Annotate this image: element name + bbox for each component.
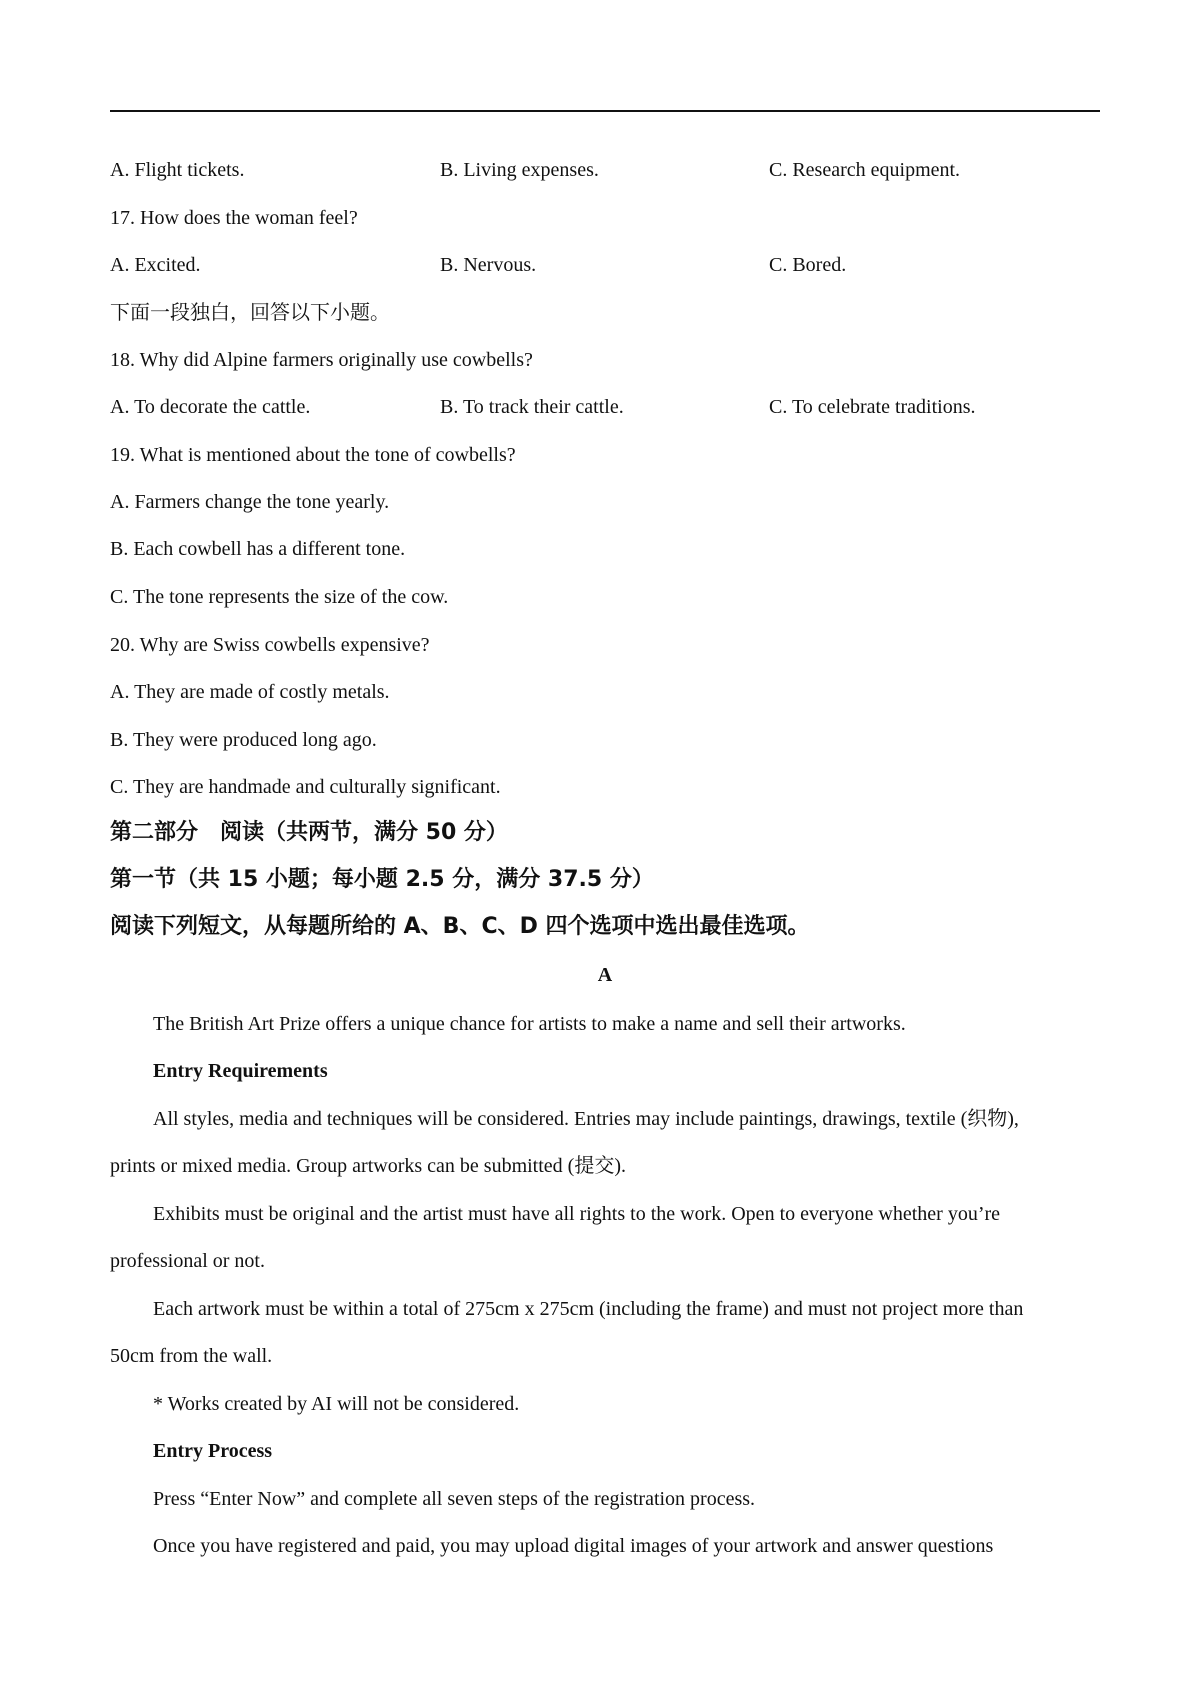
req-p2-line1: Exhibits must be original and the artist must have all rights to the work. Open to everyone whether you’re [153, 1203, 1001, 1225]
q17-option-a: A. Excited. [110, 254, 201, 276]
q16-option-a: A. Flight tickets. [110, 159, 245, 181]
passage-intro: The British Art Prize offers a unique chance for artists to make a name and sell their artworks. [153, 1013, 906, 1035]
req-p3-line2: 50cm from the wall. [110, 1345, 273, 1367]
header-rule [110, 110, 1100, 112]
part2-title: 第二部分 阅读（共两节，满分 50 分） [110, 820, 508, 845]
q17-option-b: B. Nervous. [440, 254, 537, 276]
q19-option-c: C. The tone represents the size of the cow. [110, 586, 449, 608]
part2-section1: 第一节（共 15 小题；每小题 2.5 分，满分 37.5 分） [110, 867, 654, 892]
q20-option-a: A. They are made of costly metals. [110, 681, 390, 703]
q19-option-a: A. Farmers change the tone yearly. [110, 491, 390, 513]
part2-instruction: 阅读下列短文，从每题所给的 A、B、C、D 四个选项中选出最佳选项。 [110, 914, 810, 939]
req-p3-line1: Each artwork must be within a total of 275cm x 275cm (including the frame) and must not project more than [153, 1298, 1024, 1320]
passage-label: A [597, 964, 613, 986]
entry-process-heading: Entry Process [153, 1440, 273, 1462]
process-p1: Press “Enter Now” and complete all seven steps of the registration process. [153, 1488, 756, 1510]
req-p1-line1: All styles, media and techniques will be considered. Entries may include paintings, drawings, textile (织物), [153, 1108, 1019, 1130]
q18-option-c: C. To celebrate traditions. [769, 396, 976, 418]
q16-option-b: B. Living expenses. [440, 159, 599, 181]
q18-option-a: A. To decorate the cattle. [110, 396, 311, 418]
q19-option-b: B. Each cowbell has a different tone. [110, 538, 406, 560]
q20-option-c: C. They are handmade and culturally significant. [110, 776, 501, 798]
q18-question: 18. Why did Alpine farmers originally use cowbells? [110, 349, 533, 371]
process-p2: Once you have registered and paid, you may upload digital images of your artwork and answer questions [153, 1535, 994, 1557]
q20-option-b: B. They were produced long ago. [110, 729, 377, 751]
q16-option-c: C. Research equipment. [769, 159, 961, 181]
entry-requirements-heading: Entry Requirements [153, 1060, 328, 1082]
q18-option-b: B. To track their cattle. [440, 396, 624, 418]
req-p2-line2: professional or not. [110, 1250, 265, 1272]
q19-question: 19. What is mentioned about the tone of cowbells? [110, 444, 516, 466]
req-p1-line2: prints or mixed media. Group artworks can be submitted (提交). [110, 1155, 626, 1177]
monologue-intro: 下面一段独白，回答以下小题。 [110, 300, 390, 324]
q20-question: 20. Why are Swiss cowbells expensive? [110, 634, 430, 656]
q17-question: 17. How does the woman feel? [110, 207, 358, 229]
q17-option-c: C. Bored. [769, 254, 847, 276]
req-note: * Works created by AI will not be considered. [153, 1393, 520, 1415]
